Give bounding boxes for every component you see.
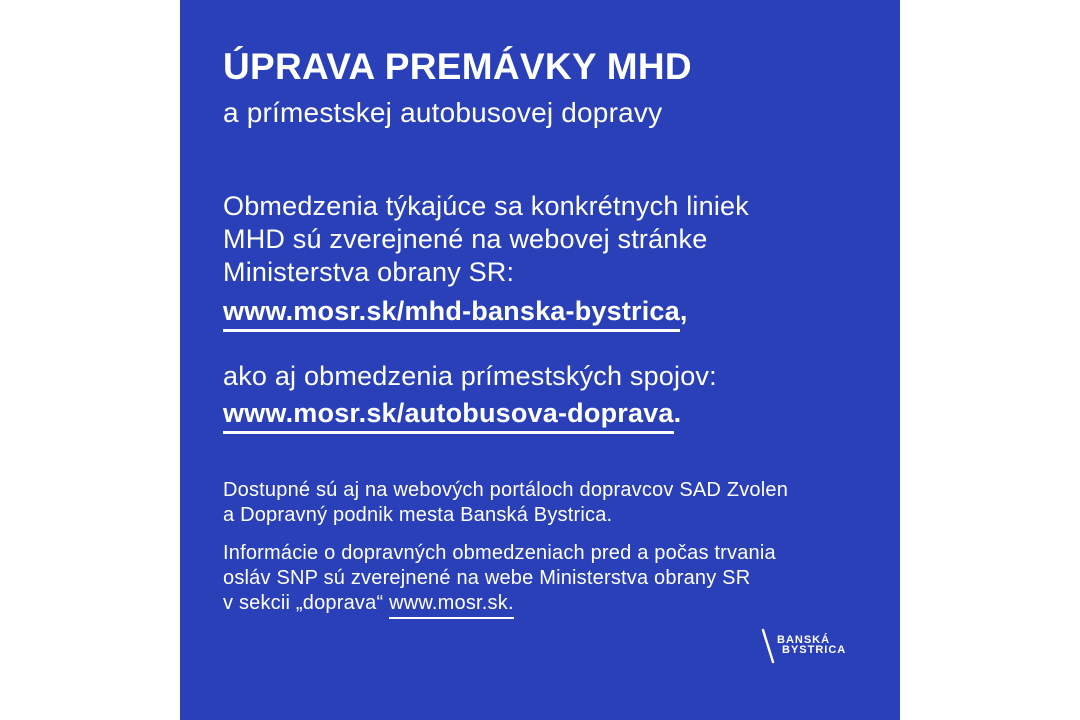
- logo-line-1: BANSKÁ: [777, 634, 831, 646]
- link-punctuation: .: [673, 398, 682, 428]
- text-line: MHD sú zverejnené na webovej stránke: [223, 224, 708, 254]
- text-line: Informácie o dopravných obmedzeniach pred a počas trvania: [223, 542, 776, 564]
- page-title: ÚPRAVA PREMÁVKY MHD: [223, 46, 692, 87]
- logo-slash-icon: [760, 627, 776, 670]
- text-line: [223, 591, 776, 619]
- link-mhd-banska-bystrica: www.mosr.sk/mhd-banska-bystrica: [223, 295, 680, 332]
- link-mosr-sk: www.mosr.sk.: [389, 591, 514, 619]
- page-subtitle: a prímestskej autobusovej dopravy: [223, 97, 663, 128]
- link-punctuation: ,: [679, 296, 688, 326]
- logo-line-2: BYSTRICA: [782, 643, 847, 656]
- paragraph-mhd-info: [223, 190, 749, 332]
- poster: [180, 0, 900, 720]
- text-line: Obmedzenia týkajúce sa konkrétnych liniek: [223, 191, 749, 221]
- link-autobusova-doprava: www.mosr.sk/autobusova-doprava: [223, 397, 674, 434]
- logo-text: [777, 636, 846, 655]
- link-line-mhd: [223, 295, 749, 332]
- note-snp-info: [223, 541, 776, 619]
- text-line: Dostupné sú aj na webových portáloch dopravcov SAD Zvolen: [223, 479, 789, 501]
- banska-bystrica-logo: [760, 627, 846, 670]
- note-portals: [223, 478, 788, 528]
- text-line: Ministerstva obrany SR:: [223, 257, 515, 287]
- text-line: a Dopravný podnik mesta Banská Bystrica.: [223, 504, 613, 526]
- text-line: ako aj obmedzenia prímestských spojov:: [223, 361, 717, 391]
- link-line-bus: [223, 397, 717, 434]
- paragraph-bus-info: [223, 360, 717, 434]
- text-prefix: v sekcii „doprava“: [223, 592, 390, 614]
- text-line: osláv SNP sú zverejnené na webe Ministerstva obrany SR: [223, 567, 751, 589]
